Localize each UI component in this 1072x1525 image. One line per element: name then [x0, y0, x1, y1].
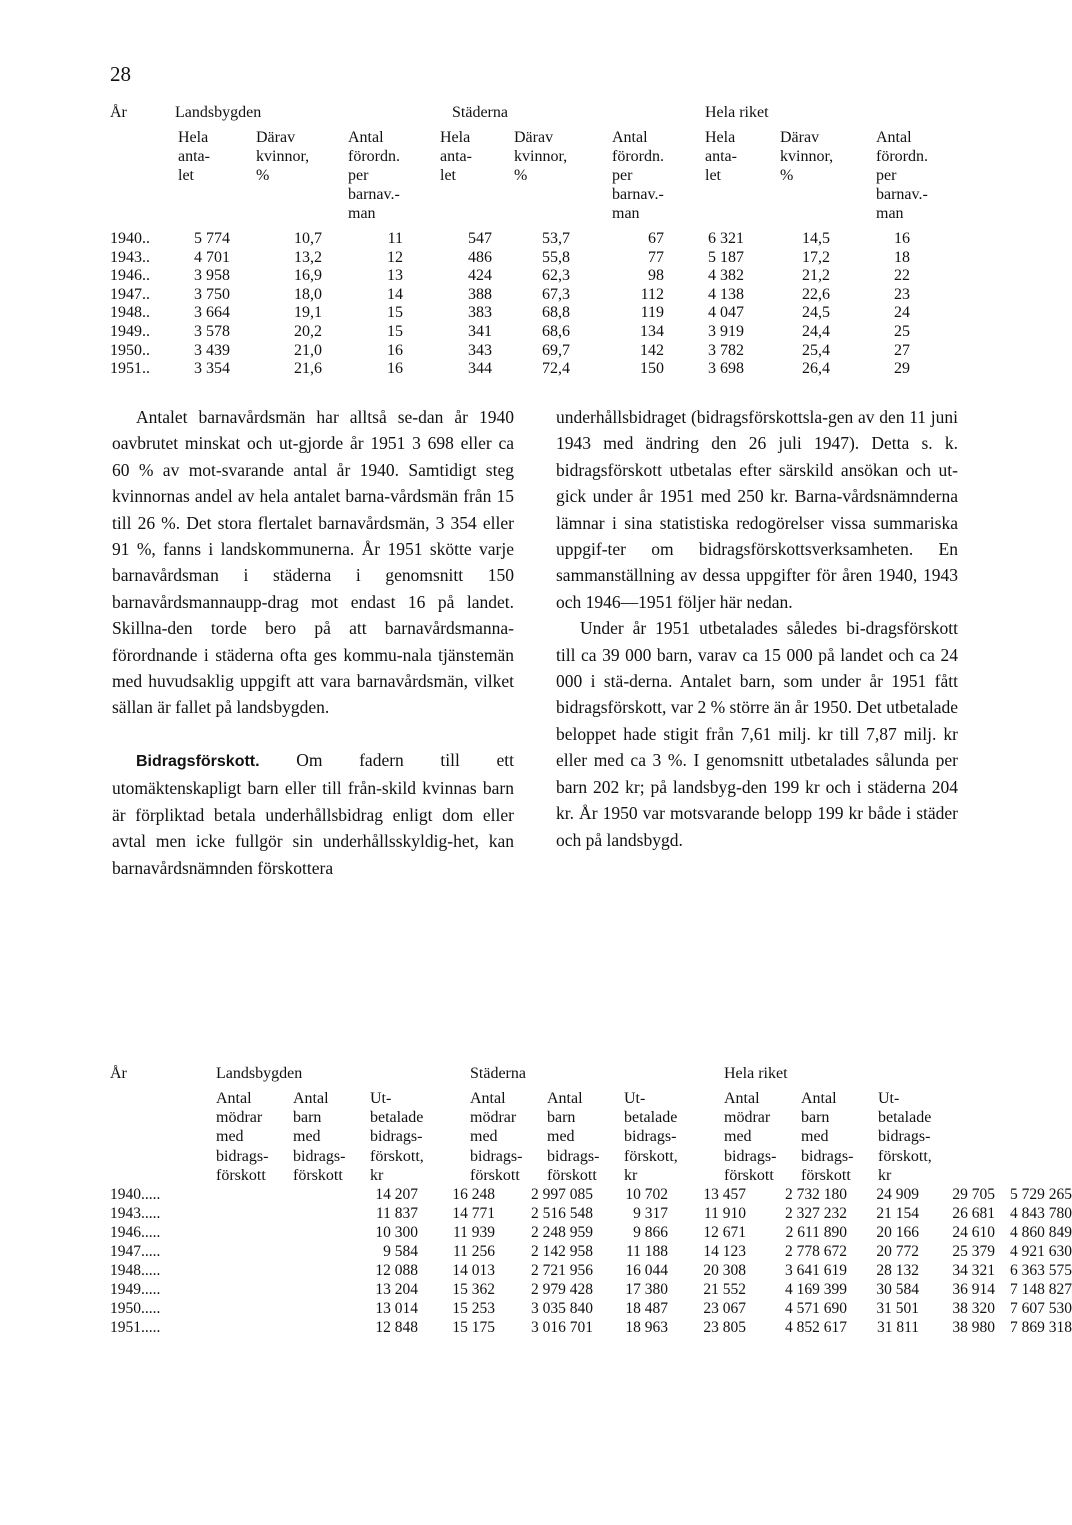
table2-row: [110, 1205, 1072, 1224]
table1-value-cell: 4 138: [708, 285, 744, 303]
table2-value-cell: 9 866: [633, 1224, 668, 1241]
table2-value-cell: 7 869 318: [1010, 1319, 1072, 1336]
table2-value-cell: 17 380: [625, 1281, 668, 1298]
table1-value-cell: 25: [894, 322, 910, 340]
table2-col-antal-modrar: Antal mödrar med bidrags- förskott: [724, 1090, 777, 1184]
table1-value-cell: 3 919: [708, 322, 744, 340]
paragraph: Antalet barnavårdsmän har alltså se-dan år 1940 oavbrutet minskat och ut-gjorde år 1951 3 698 eller ca 60 % av mot-svarande antal år 1940. Samtidigt steg kvinnornas andel av hela antalet barna-vårdsmän från 15 till 26 %. Det stora flertalet barnavårdsmän, 3 354 eller 91 %, fanns i landskommunerna. År 1951 skötte varje barnavårdsman i städerna i genomsnitt 150 barnavårdsmannaupp-drag mot endast 16 på landet. Skillna-den torde bero på att barnavårdsmanna-förordnande i städerna ofta ges kommu-nala tjänstemän med huvudsaklig uppgift att vara barnavårdsmän, vilket sällan är fallet på landsbygden.: [112, 407, 514, 718]
table2-value-cell: 2 778 672: [785, 1243, 847, 1260]
table2-col-antal-modrar: Antal mödrar med bidrags- förskott: [470, 1090, 523, 1184]
table2-value-cell: 31 501: [876, 1300, 919, 1317]
table1-value-cell: 5 774: [194, 230, 230, 247]
table2-year-cell: 1949.....: [110, 1281, 161, 1298]
table1-row: [110, 323, 910, 342]
table2-value-cell: 14 123: [703, 1243, 746, 1260]
table1-col-darav-kvinnor: Därav kvinnor, %: [780, 129, 834, 184]
table1-value-cell: 486: [468, 248, 492, 266]
table2-row: [110, 1281, 1072, 1300]
table1-value-cell: 10,7: [294, 230, 322, 247]
table2-value-cell: 4 852 617: [785, 1319, 847, 1336]
table2-value-cell: 20 166: [876, 1224, 919, 1241]
table2-value-cell: 10 702: [625, 1186, 668, 1203]
table2-value-cell: 14 013: [452, 1262, 495, 1279]
table2-row: [110, 1262, 1072, 1281]
table1-value-cell: 19,1: [294, 304, 322, 322]
table2-value-cell: 15 253: [452, 1300, 495, 1317]
table1-year-header: År: [110, 104, 127, 121]
table1-value-cell: 67,3: [542, 285, 570, 303]
table2-value-cell: 20 772: [876, 1243, 919, 1260]
paragraph: Under år 1951 utbetalades således bi-dragsförskott till ca 39 000 barn, varav ca 15 000 på landet och ca 24 000 i stä-derna. Antalet barn, som under år 1951 fått bidragsförskott, var 2 % större än år 1950. Det utbetalade beloppet hade stigit från 7,61 milj. kr till 7,87 milj. kr eller med ca 3 %. I genomsnitt utbetalades sålunda per barn 202 kr; på landsbyg-den 199 kr och i städerna 204 kr. År 1950 var motsvarande belopp 199 kr både i städer och på landsbygd.: [556, 618, 958, 850]
table2-value-cell: 15 362: [452, 1281, 495, 1298]
table2-row: [110, 1300, 1072, 1319]
table2-group-landsbygden: Landsbygden: [216, 1065, 303, 1082]
table1-value-cell: 11: [387, 230, 403, 247]
table1-value-cell: 3 958: [194, 267, 230, 285]
table2-value-cell: 3 016 701: [531, 1319, 593, 1336]
table2-value-cell: 3 035 840: [531, 1300, 593, 1317]
table2-value-cell: 14 207: [375, 1186, 418, 1203]
table1-row: [110, 230, 910, 249]
table1-year-cell: 1947..: [110, 285, 150, 303]
table1-col-hela-antalet: Hela anta- let: [440, 129, 472, 184]
table2-year-cell: 1946.....: [110, 1224, 161, 1241]
table1-value-cell: 112: [640, 285, 664, 303]
table1-col-antal-forordn: Antal förordn. per barnav.- man: [876, 129, 928, 222]
table1-value-cell: 119: [640, 304, 664, 322]
table1-year-cell: 1950..: [110, 341, 150, 359]
table2-value-cell: 11 939: [452, 1224, 495, 1241]
table1-value-cell: 388: [468, 285, 492, 303]
table2-value-cell: 2 997 085: [531, 1186, 593, 1203]
table2-value-cell: 28 132: [876, 1262, 919, 1279]
table1-group-staderna: Städerna: [452, 104, 508, 121]
table1-col-antal-forordn: Antal förordn. per barnav.- man: [348, 129, 400, 222]
table1-group-landsbygden: Landsbygden: [175, 104, 262, 121]
table1-value-cell: 20,2: [294, 322, 322, 340]
table2-value-cell: 11 837: [375, 1205, 418, 1222]
table2-value-cell: 4 571 690: [785, 1300, 847, 1317]
table1-value-cell: 4 382: [708, 267, 744, 285]
text-column-left: [112, 404, 514, 881]
table1-value-cell: 68,8: [542, 304, 570, 322]
table2-value-cell: 2 732 180: [785, 1186, 847, 1203]
table1-row: [110, 249, 910, 268]
table2-col-utbetalade: Ut- betalade bidrags- förskott, kr: [370, 1090, 424, 1184]
table2-year-cell: 1950.....: [110, 1300, 161, 1317]
table1-value-cell: 3 698: [708, 360, 744, 378]
table1-value-cell: 15: [387, 322, 403, 340]
table2-value-cell: 18 487: [625, 1300, 668, 1317]
table1-value-cell: 18: [894, 248, 910, 266]
table1-value-cell: 3 782: [708, 341, 744, 359]
table1-value-cell: 3 750: [194, 285, 230, 303]
table1-value-cell: 25,4: [802, 341, 830, 359]
table1-value-cell: 24: [894, 304, 910, 322]
table1-value-cell: 22: [894, 267, 910, 285]
table1-value-cell: 3 354: [194, 360, 230, 378]
table2-value-cell: 38 320: [952, 1300, 995, 1317]
table2-col-antal-barn: Antal barn med bidrags- förskott: [801, 1090, 854, 1184]
table1-year-cell: 1951..: [110, 360, 150, 378]
table1-value-cell: 3 439: [194, 341, 230, 359]
table2-group-staderna: Städerna: [470, 1065, 526, 1082]
table1-value-cell: 344: [468, 360, 492, 378]
table1-value-cell: 53,7: [542, 230, 570, 247]
table2-value-cell: 7 607 530: [1010, 1300, 1072, 1317]
table2-year-cell: 1943.....: [110, 1205, 161, 1222]
table1-value-cell: 16: [387, 341, 403, 359]
page-number: 28: [110, 62, 131, 86]
table1-row: [110, 304, 910, 323]
table1-value-cell: 16: [894, 230, 910, 247]
table1-value-cell: 14: [387, 285, 403, 303]
table1-value-cell: 341: [468, 322, 492, 340]
table1-value-cell: 67: [648, 230, 664, 247]
table2-value-cell: 2 248 959: [531, 1224, 593, 1241]
table1-value-cell: 142: [640, 341, 664, 359]
table1-year-cell: 1946..: [110, 267, 150, 285]
table2-group-hela-riket: Hela riket: [724, 1065, 788, 1082]
table1-value-cell: 62,3: [542, 267, 570, 285]
table1-value-cell: 72,4: [542, 360, 570, 378]
table2-value-cell: 3 641 619: [785, 1262, 847, 1279]
table1-value-cell: 55,8: [542, 248, 570, 266]
table1-value-cell: 24,5: [802, 304, 830, 322]
table2-value-cell: 16 248: [452, 1186, 495, 1203]
table2-value-cell: 4 843 780: [1010, 1205, 1072, 1222]
table2-col-antal-barn: Antal barn med bidrags- förskott: [547, 1090, 600, 1184]
table1-row: [110, 267, 910, 286]
table1-value-cell: 383: [468, 304, 492, 322]
table2-value-cell: 29 705: [952, 1186, 995, 1203]
table2-year-header: År: [110, 1065, 127, 1082]
table1-value-cell: 15: [387, 304, 403, 322]
table2-value-cell: 2 611 890: [785, 1224, 847, 1241]
table2-value-cell: 5 729 265: [1010, 1186, 1072, 1203]
table1-value-cell: 23: [894, 285, 910, 303]
table2-value-cell: 31 811: [876, 1319, 919, 1336]
table1-value-cell: 3 664: [194, 304, 230, 322]
table1-col-hela-antalet: Hela anta- let: [178, 129, 210, 184]
table2-row: [110, 1186, 1072, 1205]
table2-value-cell: 25 379: [952, 1243, 995, 1260]
table2-value-cell: 21 552: [703, 1281, 746, 1298]
table1-value-cell: 13: [387, 267, 403, 285]
table2-value-cell: 26 681: [952, 1205, 995, 1222]
table1-year-cell: 1949..: [110, 322, 150, 340]
table2-col-antal-barn: Antal barn med bidrags- förskott: [293, 1090, 346, 1184]
table2-value-cell: 10 300: [375, 1224, 418, 1241]
table2-value-cell: 4 860 849: [1010, 1224, 1072, 1241]
table2-col-antal-modrar: Antal mödrar med bidrags- förskott: [216, 1090, 269, 1184]
table2-year-cell: 1947.....: [110, 1243, 161, 1260]
table2-value-cell: 11 910: [703, 1205, 746, 1222]
table2-value-cell: 11 256: [452, 1243, 495, 1260]
table2-value-cell: 12 671: [703, 1224, 746, 1241]
table1-value-cell: 69,7: [542, 341, 570, 359]
table2-value-cell: 9 317: [633, 1205, 668, 1222]
table1-col-hela-antalet: Hela anta- let: [705, 129, 737, 184]
table2-value-cell: 23 805: [703, 1319, 746, 1336]
table2-col-utbetalade: Ut- betalade bidrags- förskott, kr: [878, 1090, 932, 1184]
table1-value-cell: 29: [894, 360, 910, 378]
table2-year-cell: 1951.....: [110, 1319, 161, 1336]
table1-value-cell: 21,2: [802, 267, 830, 285]
table1-value-cell: 134: [640, 322, 664, 340]
table2-value-cell: 15 175: [452, 1319, 495, 1336]
table2-value-cell: 13 014: [375, 1300, 418, 1317]
table1-value-cell: 424: [468, 267, 492, 285]
table2-value-cell: 4 921 630: [1010, 1243, 1072, 1260]
table2-value-cell: 12 848: [375, 1319, 418, 1336]
table2-value-cell: 12 088: [375, 1262, 418, 1279]
table1-value-cell: 13,2: [294, 248, 322, 266]
table1-col-darav-kvinnor: Därav kvinnor, %: [514, 129, 568, 184]
table1-value-cell: 5 187: [708, 248, 744, 266]
table2-value-cell: 4 169 399: [785, 1281, 847, 1298]
table2-row: [110, 1243, 1072, 1262]
table1-value-cell: 150: [640, 360, 664, 378]
table2-value-cell: 24 909: [876, 1186, 919, 1203]
table2-value-cell: 30 584: [876, 1281, 919, 1298]
table1-value-cell: 547: [468, 230, 492, 247]
table2-value-cell: 2 142 958: [531, 1243, 593, 1260]
table2-row: [110, 1224, 1072, 1243]
table2-value-cell: 13 457: [703, 1186, 746, 1203]
table1-value-cell: 24,4: [802, 322, 830, 340]
table2-value-cell: 2 979 428: [531, 1281, 593, 1298]
table1-value-cell: 22,6: [802, 285, 830, 303]
table1-col-darav-kvinnor: Därav kvinnor, %: [256, 129, 310, 184]
table2-value-cell: 2 721 956: [531, 1262, 593, 1279]
table1-value-cell: 17,2: [802, 248, 830, 266]
table1-group-hela-riket: Hela riket: [705, 104, 769, 121]
table1-value-cell: 68,6: [542, 322, 570, 340]
table2-value-cell: 11 188: [625, 1243, 668, 1260]
table1-value-cell: 16,9: [294, 267, 322, 285]
table1-value-cell: 21,0: [294, 341, 322, 359]
table2-value-cell: 24 610: [952, 1224, 995, 1241]
table2-year-cell: 1940.....: [110, 1186, 161, 1203]
table1-value-cell: 4 701: [194, 248, 230, 266]
table1-value-cell: 18,0: [294, 285, 322, 303]
table1-value-cell: 77: [648, 248, 664, 266]
table1-year-cell: 1948..: [110, 304, 150, 322]
text-column-right: [556, 404, 958, 853]
table1-col-antal-forordn: Antal förordn. per barnav.- man: [612, 129, 664, 222]
table1-row: [110, 342, 910, 361]
table2-year-cell: 1948.....: [110, 1262, 161, 1279]
table1-year-cell: 1940..: [110, 230, 150, 247]
table2-col-utbetalade: Ut- betalade bidrags- förskott, kr: [624, 1090, 678, 1184]
table1-value-cell: 4 047: [708, 304, 744, 322]
paragraph: [112, 747, 514, 881]
table2-body: [110, 1186, 1072, 1338]
table1-row: [110, 286, 910, 305]
table2-value-cell: 2 516 548: [531, 1205, 593, 1222]
table1-value-cell: 16: [387, 360, 403, 378]
table1-value-cell: 3 578: [194, 322, 230, 340]
table2-value-cell: 7 148 827: [1010, 1281, 1072, 1298]
table2-value-cell: 6 363 575: [1010, 1262, 1072, 1279]
table2-value-cell: 21 154: [876, 1205, 919, 1222]
table2-value-cell: 13 204: [375, 1281, 418, 1298]
table1-value-cell: 14,5: [802, 230, 830, 247]
paragraph: underhållsbidraget (bidragsförskottsla-gen av den 11 juni 1943 med ändring den 26 juli 1947). Detta s. k. bidragsförskott utbetalas efter särskild ansökan och ut-gick under år 1951 med 250 kr. Barna-vårdsnämnderna lämnar i sina statistiska redogörelser vissa summariska uppgif-ter om bidragsförskottsverksamheten. En sammanställning av dessa uppgifter för åren 1940, 1943 och 1946—1951 följer här nedan.: [556, 407, 958, 612]
table1-value-cell: 21,6: [294, 360, 322, 378]
table1-row: [110, 360, 910, 379]
table2-value-cell: 2 327 232: [785, 1205, 847, 1222]
table2-value-cell: 36 914: [952, 1281, 995, 1298]
paragraph-text: Om fadern till ett utomäktenskapligt barn eller till från-skild kvinnas barn är förpliktad betala underhållsbidrag enligt dom eller avtal men icke fullgör sin underhållsskyldig-het, kan barnavårdsnämnden förskottera: [112, 749, 514, 878]
table1-value-cell: 27: [894, 341, 910, 359]
table1-year-cell: 1943..: [110, 248, 150, 266]
table1-value-cell: 6 321: [708, 230, 744, 247]
table2-value-cell: 9 584: [383, 1243, 418, 1260]
section-heading: Bidragsförskott.: [136, 752, 260, 770]
table1-value-cell: 12: [387, 248, 403, 266]
table1-value-cell: 343: [468, 341, 492, 359]
table2-value-cell: 14 771: [452, 1205, 495, 1222]
table2-value-cell: 38 980: [952, 1319, 995, 1336]
table2-row: [110, 1319, 1072, 1338]
table1-body: [110, 230, 910, 379]
table1-value-cell: 98: [648, 267, 664, 285]
table2-value-cell: 23 067: [703, 1300, 746, 1317]
table2-value-cell: 20 308: [703, 1262, 746, 1279]
table2-value-cell: 16 044: [625, 1262, 668, 1279]
table1-value-cell: 26,4: [802, 360, 830, 378]
table2-value-cell: 34 321: [952, 1262, 995, 1279]
table2-value-cell: 18 963: [625, 1319, 668, 1336]
